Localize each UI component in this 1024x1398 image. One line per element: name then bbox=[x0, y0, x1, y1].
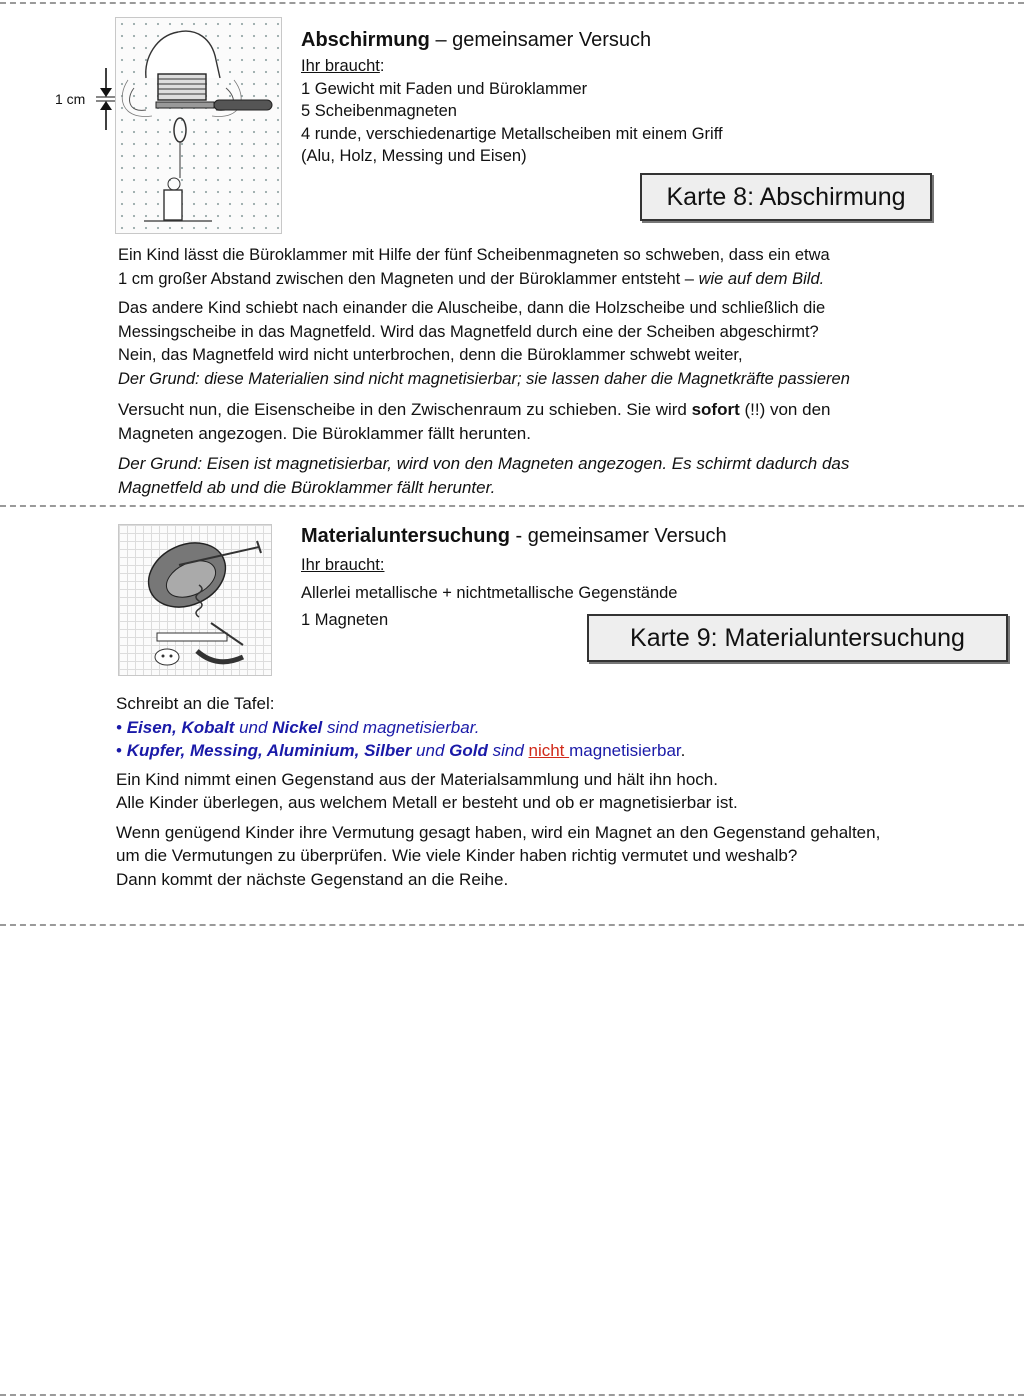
card9-label-box: Karte 9: Materialuntersuchung bbox=[587, 614, 1008, 662]
card8-material-item: 5 Scheibenmagneten bbox=[301, 102, 457, 120]
material-test-sketch bbox=[118, 524, 272, 676]
scale-label: 1 cm bbox=[55, 91, 86, 107]
card8-heading: Abschirmung – gemeinsamer Versuch Ihr braucht: 1 Gewicht mit Faden und Büroklammer 5 Scheibenmagneten 4 runde, verschiedenartige Metallscheiben mit einem Griff (Alu, Holz, Messing und Eisen) bbox=[301, 29, 723, 168]
card9-title: Materialuntersuchung bbox=[301, 525, 510, 547]
lower-cut-line bbox=[0, 924, 1024, 926]
card8-material-item: 4 runde, verschiedenartige Metallscheiben mit einem Griff bbox=[301, 124, 723, 143]
shielding-drawing bbox=[116, 18, 281, 233]
card8-title: Abschirmung bbox=[301, 29, 430, 51]
card8-title-suffix: – gemeinsamer Versuch bbox=[429, 29, 652, 51]
top-cut-line bbox=[0, 2, 1024, 4]
card8-material-item: 1 Gewicht mit Faden und Büroklammer bbox=[301, 79, 588, 98]
card8-material-item: (Alu, Holz, Messing und Eisen) bbox=[301, 147, 527, 165]
bottom-cut-line bbox=[0, 1394, 1024, 1396]
shielding-experiment-sketch bbox=[115, 17, 282, 234]
card9-title-suffix: - gemeinsamer Versuch bbox=[509, 525, 727, 547]
magnetic-metals-line: • Eisen, Kobalt und Nickel sind magnetisierbar. bbox=[116, 717, 480, 737]
card8-needs-label: Ihr braucht bbox=[301, 57, 380, 75]
non-magnetic-metals-line: • Kupfer, Messing, Aluminium, Silber und Gold sind nicht magnetisierbar. bbox=[116, 741, 686, 760]
card8-instructions: Ein Kind lässt die Büroklammer mit Hilfe der fünf Scheibenmagneten so schweben, dass ein etwa 1 cm großer Abstand zwischen den Magneten und der Büroklammer entsteht – wie auf dem Bild. Das andere Kind schiebt nach einander die Aluscheibe, dann die Holzscheibe und schließlich die Messingscheibe in das Magnetfeld. Wird das Magnetfeld durch eine der Scheiben abgeschirmt? Nein, das Magnetfeld wird nicht unterbrochen, denn die Büroklammer schwebt weiter, Der Grund: diese Materialien sind nicht magnetisierbar; sie lassen daher die Magnetkräfte passieren Versucht nun, die Eisenscheibe in den Zwischenraum zu schieben. Sie wird sofort (!!) von den Magneten angezogen. Die Büroklammer fällt herunten. Der Grund: Eisen ist magnetisierbar, wird von den Magneten angezogen. Es schirmt dadurch das Magnetfeld ab und die Büroklammer fällt herunter. bbox=[118, 246, 850, 497]
card9-needs-label: Ihr braucht: bbox=[301, 556, 385, 574]
middle-cut-line bbox=[0, 505, 1024, 507]
card9-material-item: Allerlei metallische + nichtmetallische Gegenstände bbox=[301, 583, 678, 602]
card9-material-item: 1 Magneten bbox=[301, 611, 389, 629]
card9-instructions: Schreibt an die Tafel: • Eisen, Kobalt und Nickel sind magnetisierbar. • Kupfer, Messing, Aluminium, Silber und Gold sind nicht magnetisierbar. Ein Kind nimmt einen Gegenstand aus der Materialsammlung und hält ihn hoch. Alle Kinder überlegen, aus welchem Metall er besteht und ob er magnetisierbar ist. Wenn genügend Kinder ihre Vermutung gesagt haben, wird ein Magnet an den Gegenstand gehalten, um die Vermutungen zu überprüfen. Wie viele Kinder haben richtig vermutet und weshalb? Dann kommt der nächste Gegenstand an die Reihe. bbox=[116, 692, 1006, 891]
card8-label-box: Karte 8: Abschirmung bbox=[640, 173, 932, 221]
magnet-objects-drawing bbox=[119, 525, 271, 675]
